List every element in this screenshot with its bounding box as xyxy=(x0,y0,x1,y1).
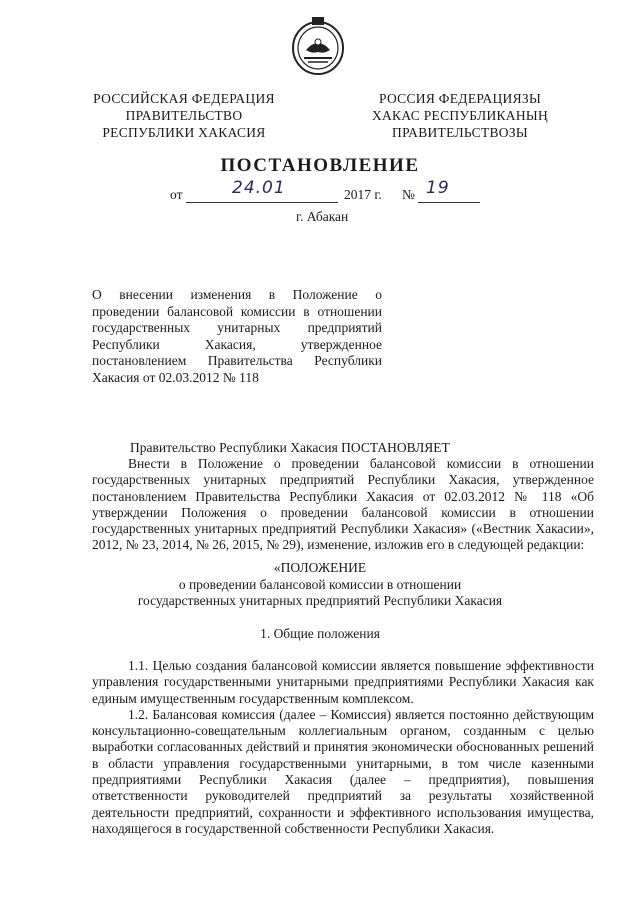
clauses xyxy=(92,658,594,837)
clause-paragraph: 1.2. Балансовая комиссия (далее – Комиссия) является постоянно действующим консультационно-совещательным коллегиальным органом, созданным с целью выработки согласованных действий и принятия экономически обоснованных решений в области управления государственными унитарными, в том числе казенными предприятиями Республики Хакасия (далее – предприятия), повышения ответственности руководителей предприятий за результаты хозяйственной деятельности предприятий, сохранности и эффективного использования имущества, находящегося в государственной собственности Республики Хакасия. xyxy=(92,706,594,836)
number-label: № xyxy=(402,187,415,202)
year-label: 2017 г. xyxy=(344,187,382,202)
header-right-line: ПРАВИТЕЛЬСТВОЗЫ xyxy=(392,125,528,140)
regulation-title-line: о проведении балансовой комиссии в отношении xyxy=(178,576,462,592)
regulation-title xyxy=(0,560,640,610)
date-field xyxy=(186,178,338,203)
body-text xyxy=(92,456,594,554)
header-right xyxy=(340,90,580,141)
number-field xyxy=(418,178,480,203)
date-handwritten: 24.01 xyxy=(232,178,286,198)
regulation-title-main: «ПОЛОЖЕНИЕ xyxy=(273,560,367,575)
preamble: Правительство Республики Хакасия ПОСТАНОВЛЯЕТ xyxy=(130,440,450,455)
number-handwritten: 19 xyxy=(426,178,450,198)
coat-of-arms-emblem xyxy=(288,14,348,78)
header-left-line: ПРАВИТЕЛЬСТВО xyxy=(125,108,243,123)
document-title: ПОСТАНОВЛЕНИЕ xyxy=(220,155,420,176)
header-right-line: ХАКАС РЕСПУБЛИКАНЫҢ xyxy=(371,108,549,123)
city: г. Абакан xyxy=(296,209,349,224)
header-left xyxy=(64,90,304,141)
clause-paragraph: 1.1. Целью создания балансовой комиссии является повышение эффективности управления государственными унитарными предприятиями Республики Хакасия как единым имущественным государственным комплексом. xyxy=(92,658,594,706)
section-title: 1. Общие положения xyxy=(260,626,380,641)
header-left-line: РОССИЙСКАЯ ФЕДЕРАЦИЯ xyxy=(93,91,275,106)
body-paragraph: Внести в Положение о проведении балансовой комиссии в отношении государственных унитарных предприятий Республики Хакасия, утвержденное постановлением Правительства Республики Хакасия от 02.03.2012 № 118 «Об утверждении Положения о проведении балансовой комиссии в отношении государственных унитарных предприятий Республики Хакасия» («Вестник Хакасии», 2012, № 23, 2014, № 26, 2015, № 29), изменение, изложив его в следующей редакции: xyxy=(92,456,594,553)
from-label: от xyxy=(170,187,183,202)
header-left-line: РЕСПУБЛИКИ ХАКАСИЯ xyxy=(102,125,266,140)
subject-heading: О внесении изменения в Положение о проведении балансовой комиссии в отношении государственных унитарных предприятий Республики Хакасия, утвержденное постановлением Правительства Республики Хакасия от 02.03.2012 № 118 xyxy=(92,287,382,385)
header-right-line: РОССИЯ ФЕДЕРАЦИЯЗЫ xyxy=(378,91,542,106)
regulation-title-line: государственных унитарных предприятий Республики Хакасия xyxy=(137,593,503,608)
